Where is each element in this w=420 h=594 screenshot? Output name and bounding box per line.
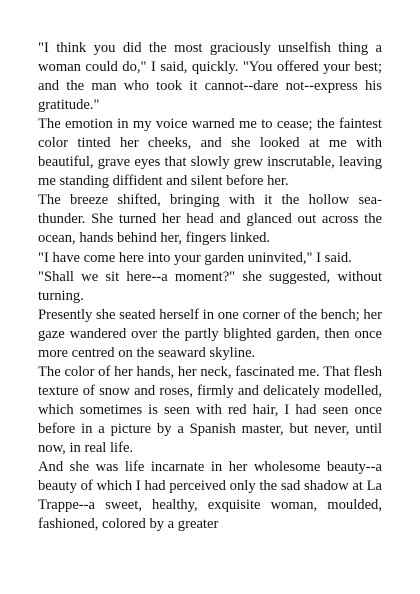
- paragraph-2: The emotion in my voice warned me to cease; the faintest color tinted her cheeks, and she looked at me with beautiful, grave eyes that slowly grew inscrutable, leaving me standing diffident and silent before her.: [38, 116, 382, 190]
- paragraph-6: Presently she seated herself in one corner of the bench; her gaze wandered over the partly blighted garden, then once more centred on the seaward skyline.: [38, 306, 382, 361]
- paragraph-3: The breeze shifted, bringing with it the hollow sea-thunder. She turned her head and glanced out across the ocean, hands behind her, fingers linked.: [38, 192, 382, 247]
- paragraph-7: The color of her hands, her neck, fascinated me. That flesh texture of snow and roses, firmly and delicately modelled, which sometimes is seen with red hair, I had seen once before in a picture by a Spanish master, but never, until now, in real life.: [38, 363, 382, 456]
- book-page: [38, 39, 382, 534]
- paragraph-1: "I think you did the most graciously unselfish thing a woman could do," I said, quickly. "You offered your best; and the man who took it cannot--dare not--express his gratitude.": [38, 40, 382, 114]
- paragraph-4: "I have come here into your garden uninvited," I said.: [38, 249, 352, 266]
- paragraph-8: And she was life incarnate in her wholesome beauty--a beauty of which I had perceived only the sad shadow at La Trappe--a sweet, healthy, exquisite woman, moulded, fashioned, colored by a greater: [38, 459, 382, 533]
- paragraph-5: "Shall we sit here--a moment?" she suggested, without turning.: [38, 268, 382, 304]
